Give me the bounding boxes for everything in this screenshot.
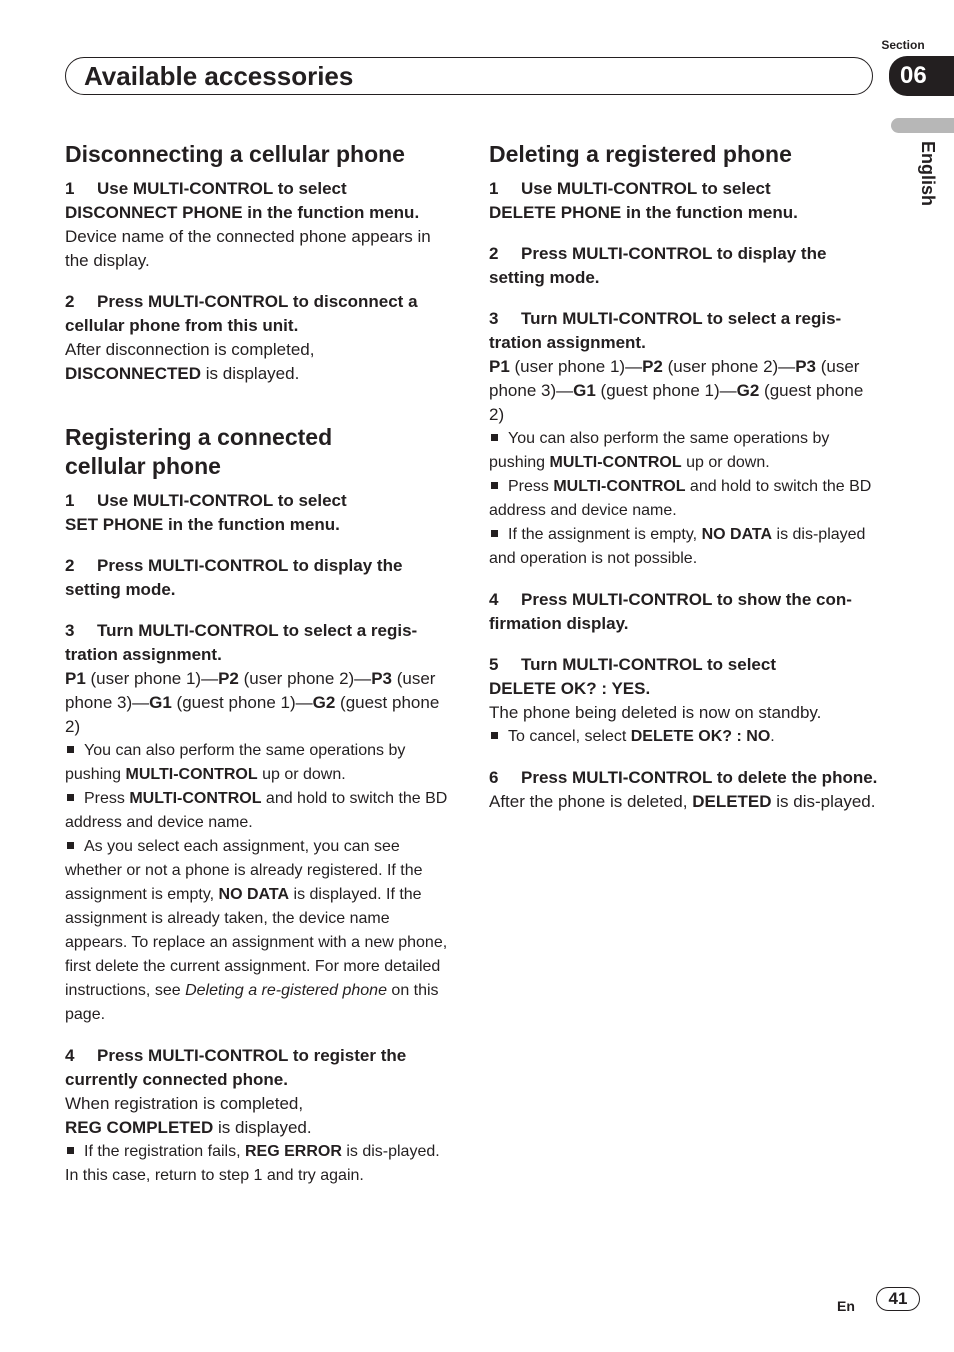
- disconnect-step-1-desc: Device name of the connected phone appears in the display.: [65, 227, 431, 270]
- delete-step-2: 2 Press MULTI-CONTROL to display the setting mode.: [489, 244, 827, 287]
- delete-assignment-list: P1 (user phone 1)—P2 (user phone 2)—P3 (user phone 3)—G1 (guest phone 1)—G2 (guest phone 2): [489, 357, 864, 424]
- delete-step-1: 1 Use MULTI-CONTROL to select DELETE PHONE in the function menu.: [489, 179, 798, 222]
- register-assignment-list: P1 (user phone 1)—P2 (user phone 2)—P3 (user phone 3)—G1 (guest phone 1)—G2 (guest phone 2): [65, 669, 440, 736]
- bullet-icon: [67, 746, 74, 753]
- delete-step-5-desc: The phone being deleted is now on standby.: [489, 703, 822, 722]
- footer-language: En: [837, 1298, 855, 1314]
- delete-step-6: 6 Press MULTI-CONTROL to delete the phone.: [489, 768, 878, 787]
- language-tab-marker: [891, 118, 954, 133]
- delete-note-3: If the assignment is empty, NO DATA is dis-played and operation is not possible.: [489, 526, 866, 567]
- register-step-3: 3 Turn MULTI-CONTROL to select a regis-tration assignment.: [65, 621, 418, 664]
- disconnect-step-2: 2 Press MULTI-CONTROL to disconnect a cellular phone from this unit.: [65, 292, 418, 335]
- register-step-1: 1 Use MULTI-CONTROL to select SET PHONE in the function menu.: [65, 491, 347, 534]
- delete-step-6-desc: After the phone is deleted, DELETED is dis-played.: [489, 792, 876, 811]
- heading-registering: Registering a connected cellular phone: [65, 424, 333, 479]
- delete-note-2: Press MULTI-CONTROL and hold to switch the BD address and device name.: [489, 478, 872, 519]
- bullet-icon: [491, 732, 498, 739]
- delete-note-5: To cancel, select DELETE OK? : NO.: [489, 725, 879, 749]
- section-number-badge: 06: [889, 56, 954, 96]
- bullet-icon: [67, 842, 74, 849]
- heading-disconnecting: Disconnecting a cellular phone: [65, 141, 405, 167]
- register-step-4: 4 Press MULTI-CONTROL to register the currently connected phone.: [65, 1046, 407, 1089]
- register-note-1: You can also perform the same operations by pushing MULTI-CONTROL up or down.: [65, 742, 406, 783]
- delete-step-5: 5 Turn MULTI-CONTROL to select DELETE OK? : YES.: [489, 655, 776, 698]
- register-note-3: As you select each assignment, you can see whether or not a phone is already registered. If the assignment is empty, NO DATA is displayed. If the assignment is already taken, the device name appears. To replace an assignment with a new phone, first delete the current assignment. For more detailed instructions, see Deleting a re-gistered phone on this page.: [65, 838, 448, 1023]
- page-title: Available accessories: [84, 61, 354, 91]
- cross-reference-link: Deleting a re-gistered phone: [185, 982, 387, 999]
- register-note-4: If the registration fails, REG ERROR is dis-played. In this case, return to step 1 and try again.: [65, 1143, 440, 1184]
- left-column: [65, 140, 450, 1188]
- page-number: 41: [876, 1287, 920, 1311]
- bullet-icon: [491, 530, 498, 537]
- bullet-icon: [67, 1147, 74, 1154]
- register-step-4-desc: When registration is completed, REG COMPLETED is displayed.: [65, 1094, 312, 1137]
- register-note-2: Press MULTI-CONTROL and hold to switch the BD address and device name.: [65, 790, 448, 831]
- heading-deleting: Deleting a registered phone: [489, 141, 792, 167]
- disconnect-step-1: 1 Use MULTI-CONTROL to select DISCONNECT PHONE in the function menu.: [65, 179, 420, 222]
- delete-step-3: 3 Turn MULTI-CONTROL to select a regis-tration assignment.: [489, 309, 842, 352]
- delete-note-1: You can also perform the same operations by pushing MULTI-CONTROL up or down.: [489, 430, 830, 471]
- language-tab-label: English: [918, 141, 938, 207]
- bullet-icon: [67, 794, 74, 801]
- right-column: [489, 140, 879, 814]
- bullet-icon: [491, 434, 498, 441]
- bullet-icon: [491, 482, 498, 489]
- register-step-2: 2 Press MULTI-CONTROL to display the setting mode.: [65, 556, 403, 599]
- section-label: Section: [881, 38, 925, 52]
- delete-step-4: 4 Press MULTI-CONTROL to show the con-firmation display.: [489, 590, 852, 633]
- disconnect-step-2-desc: After disconnection is completed, DISCONNECTED is displayed.: [65, 340, 315, 383]
